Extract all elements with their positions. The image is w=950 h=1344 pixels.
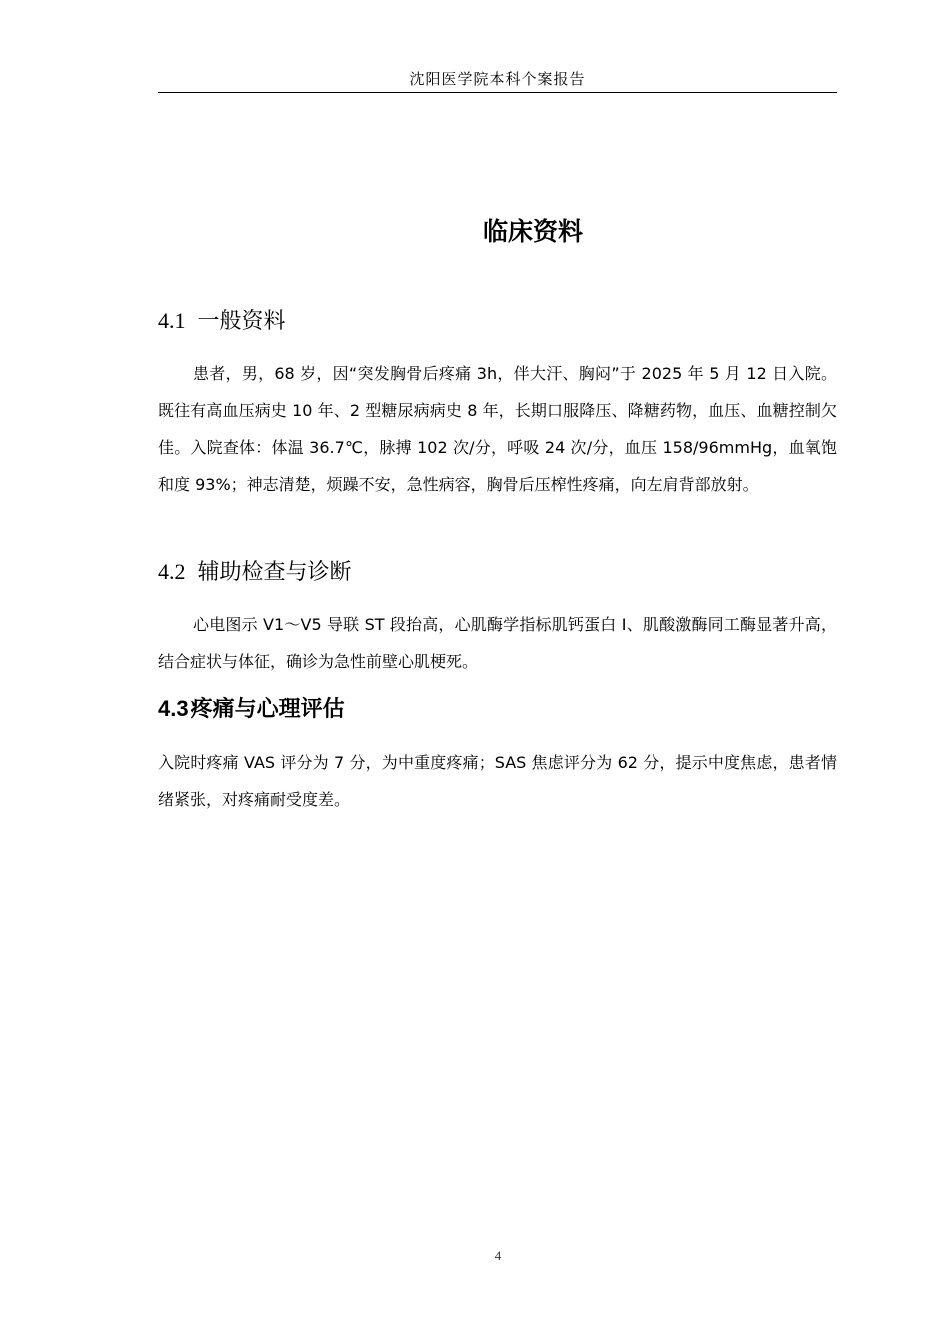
section-number: 4.1 <box>158 308 186 333</box>
section-body-4-2: 心电图示 V1～V5 导联 ST 段抬高，心肌酶学指标肌钙蛋白 I、肌酸激酶同工酶显著升高，结合症状与体征，确诊为急性前壁心肌梗死。 <box>158 615 837 671</box>
running-header: 沈阳医学院本科个案报告 <box>158 66 837 93</box>
section-heading-text: 一般资料 <box>197 309 286 334</box>
section-heading-4-2 <box>158 555 352 590</box>
section-body-4-1: 患者，男，68 岁，因“突发胸骨后疼痛 3h，伴大汗、胸闷”于 2025 年 5 月 12 日入院。既往有高血压病史 10 年、2 型糖尿病病史 8 年，长期口服降压、降糖药物，血压、血糖控制欠佳。入院查体：体温 36.7℃，脉搏 102 次/分，呼吸 24 次/分，血压 158/96mmHg，血氧饱和度 93%；神志清楚，烦躁不安，急性病容，胸骨后压榨性疼痛，向左肩背部放射。 <box>158 364 837 494</box>
section-body-4-3: 入院时疼痛 VAS 评分为 7 分，为中重度疼痛；SAS 焦虑评分为 62 分，提示中度焦虑，患者情绪紧张，对疼痛耐受度差。 <box>158 753 837 809</box>
section-heading-4-3 <box>158 692 345 727</box>
section-heading-4-1 <box>158 304 286 339</box>
section-heading-text: 辅助检查与诊断 <box>197 560 352 585</box>
page-number: 4 <box>494 1248 502 1263</box>
section-heading-text: 疼痛与心理评估 <box>190 697 345 722</box>
chapter-title: 临床资料 <box>482 217 583 246</box>
section-number: 4.3 <box>158 696 189 721</box>
section-number: 4.2 <box>158 559 186 584</box>
